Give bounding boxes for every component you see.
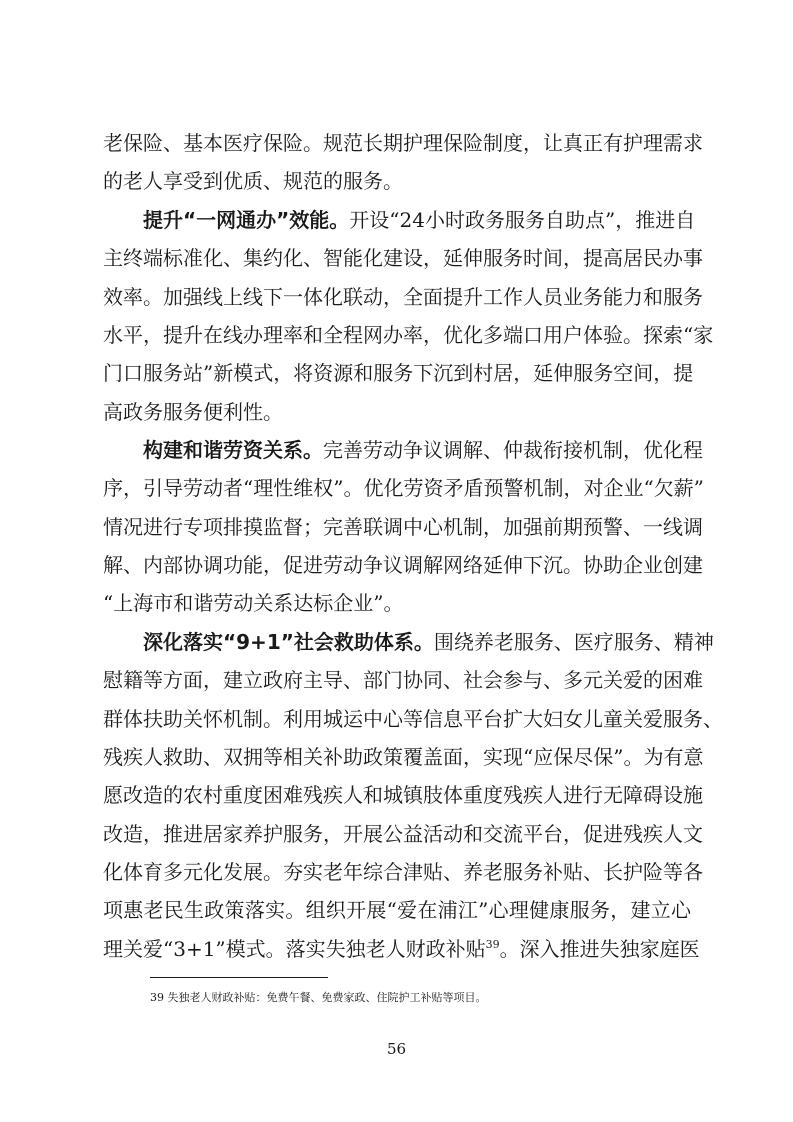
body-text: 完善劳动争议调解、仲裁衔接机制，优化程 [323,438,703,462]
paragraph-first-line [103,438,703,462]
body-text-line: 情况进行专项排摸监督；完善联调中心机制，加强前期预警、一线调 [103,515,703,539]
body-text: 。深入推进失独家庭医 [499,937,700,961]
body-text: 理关爱“3+1”模式。落实失独老人财政补贴 [103,937,486,961]
footnote-number: 39 [150,991,164,1004]
paragraph-first-line [103,208,696,232]
footnote-text: 失独老人财政补贴：免费午餐、免费家政、住院护工补贴等项目。 [164,991,487,1004]
body-text-line: 主终端标准化、集约化、智能化建设，延伸服务时间，提高居民办事 [103,246,703,270]
body-text-line [103,937,700,961]
body-text-line: “上海市和谐劳动关系达标企业”。 [103,591,404,615]
body-text-line: 愿改造的农村重度困难残疾人和城镇肢体重度残疾人进行无障碍设施 [103,783,703,807]
footnote-reference[interactable]: 39 [485,938,500,951]
body-text-line: 化体育多元化发展。夯实老年综合津贴、养老服务补贴、长护险等各 [103,860,703,884]
body-text-line: 高政务服务便利性。 [103,400,283,424]
footnote [150,991,487,1005]
paragraph-heading: 提升“一网通办”效能。 [143,208,350,232]
body-text-line: 效率。加强线上线下一体化联动，全面提升工作人员业务能力和服务 [103,285,703,309]
body-text-line: 水平，提升在线办理率和全程网办率，优化多端口用户体验。探索“家 [103,323,714,347]
body-text-line: 序，引导劳动者“理性维权”。优化劳资矛盾预警机制，对企业“欠薪” [103,476,704,500]
body-text-line: 改造，推进居家养护服务，开展公益活动和交流平台，促进残疾人文 [103,822,703,846]
body-text: 围绕养老服务、医疗服务、精神 [433,630,714,654]
body-text-line: 慰籍等方面，建立政府主导、部门协同、社会参与、多元关爱的困难 [103,668,703,692]
paragraph-heading: 深化落实“9+1”社会救助体系。 [143,630,434,654]
body-text-line: 项惠老民生政策落实。组织开展“爱在浦江”心理健康服务，建立心 [103,898,691,922]
body-text-line: 解、内部协调功能，促进劳动争议调解网络延伸下沉。协助企业创建 [103,553,703,577]
body-text-line: 的老人享受到优质、规范的服务。 [103,169,403,193]
footnote-separator [150,977,328,978]
page-number: 56 [386,1040,407,1058]
body-text: 开设“24小时政务服务自助点”，推进自 [349,208,696,232]
paragraph-first-line [103,630,714,654]
body-text-line: 老保险、基本医疗保险。规范长期护理保险制度，让真正有护理需求 [103,131,703,155]
body-text-line: 群体扶助关怀机制。利用城运中心等信息平台扩大妇女儿童关爱服务、 [103,707,723,731]
paragraph-heading: 构建和谐劳资关系。 [143,438,323,462]
body-text-line: 残疾人救助、双拥等相关补助政策覆盖面，实现“应保尽保”。为有意 [103,745,704,769]
body-text-line: 门口服务站”新模式，将资源和服务下沉到村居，延伸服务空间，提 [103,361,694,385]
